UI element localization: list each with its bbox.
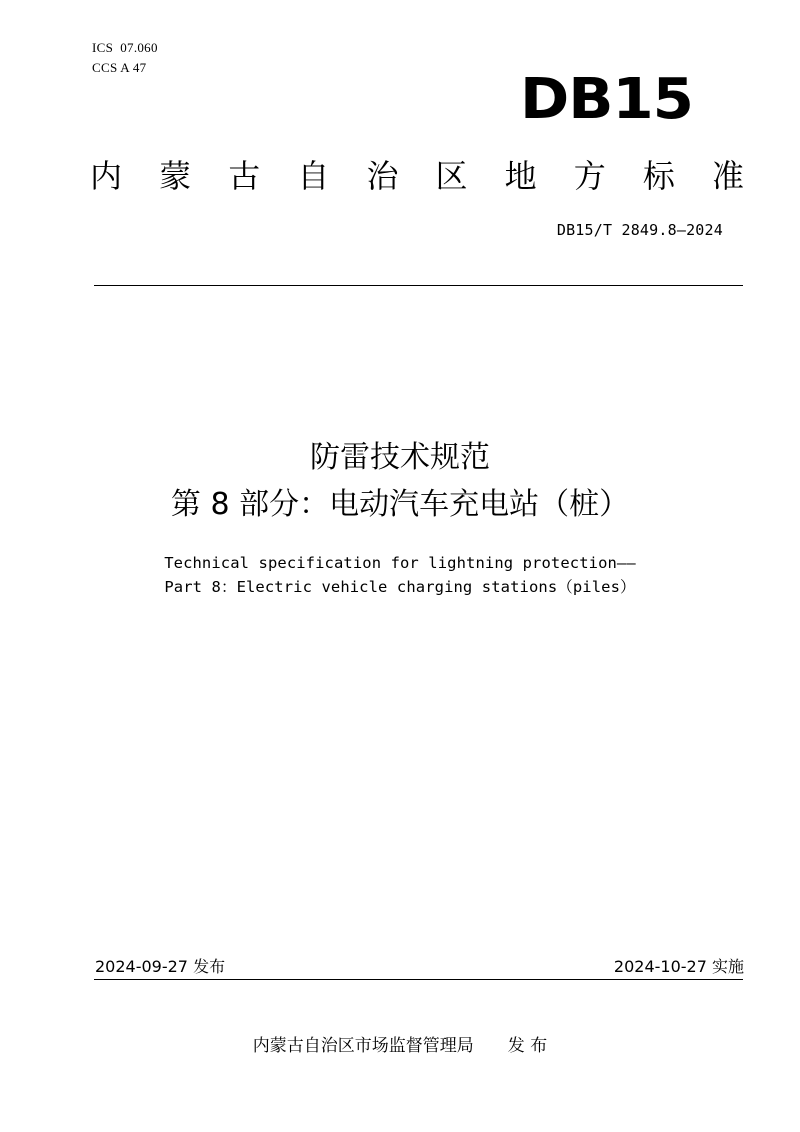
standard-type-char: 古 <box>228 157 261 195</box>
title-en-line2: Part 8：Electric vehicle charging stations（piles） <box>164 578 636 596</box>
publish-action: 发 布 <box>507 1036 548 1056</box>
standard-type-char: 蒙 <box>159 157 192 195</box>
ics-code: ICS 07.060 <box>92 40 158 55</box>
standard-type-char: 内 <box>90 157 123 195</box>
issue-date: 2024-09-27 发布 <box>95 957 226 976</box>
standard-type-char: 区 <box>435 157 468 195</box>
standard-type-char: 自 <box>297 157 330 195</box>
footer-divider <box>94 979 743 980</box>
standard-type-char: 治 <box>366 157 399 195</box>
standard-type-char: 准 <box>711 157 744 195</box>
standard-type-char: 方 <box>573 157 606 195</box>
standard-number: DB15/T 2849.8—2024 <box>556 221 723 239</box>
publisher-name: 内蒙古自治区市场监督管理局 <box>252 1036 474 1056</box>
standard-type-char: 标 <box>642 157 675 195</box>
title-en-line1: Technical specification for lightning protection—— <box>164 554 636 572</box>
standard-type <box>90 156 744 196</box>
ccs-code: CCS A 47 <box>92 60 147 75</box>
classification-codes <box>92 38 158 78</box>
implement-date: 2024-10-27 实施 <box>613 957 744 976</box>
db15-logo: DB15 <box>520 67 693 132</box>
title-cn-line1: 防雷技术规范 <box>310 440 490 475</box>
standard-type-char: 地 <box>504 157 537 195</box>
header-divider <box>94 285 743 286</box>
title-cn-line2: 第 8 部分：电动汽车充电站（桩） <box>170 487 630 522</box>
publisher-line <box>0 1034 800 1058</box>
